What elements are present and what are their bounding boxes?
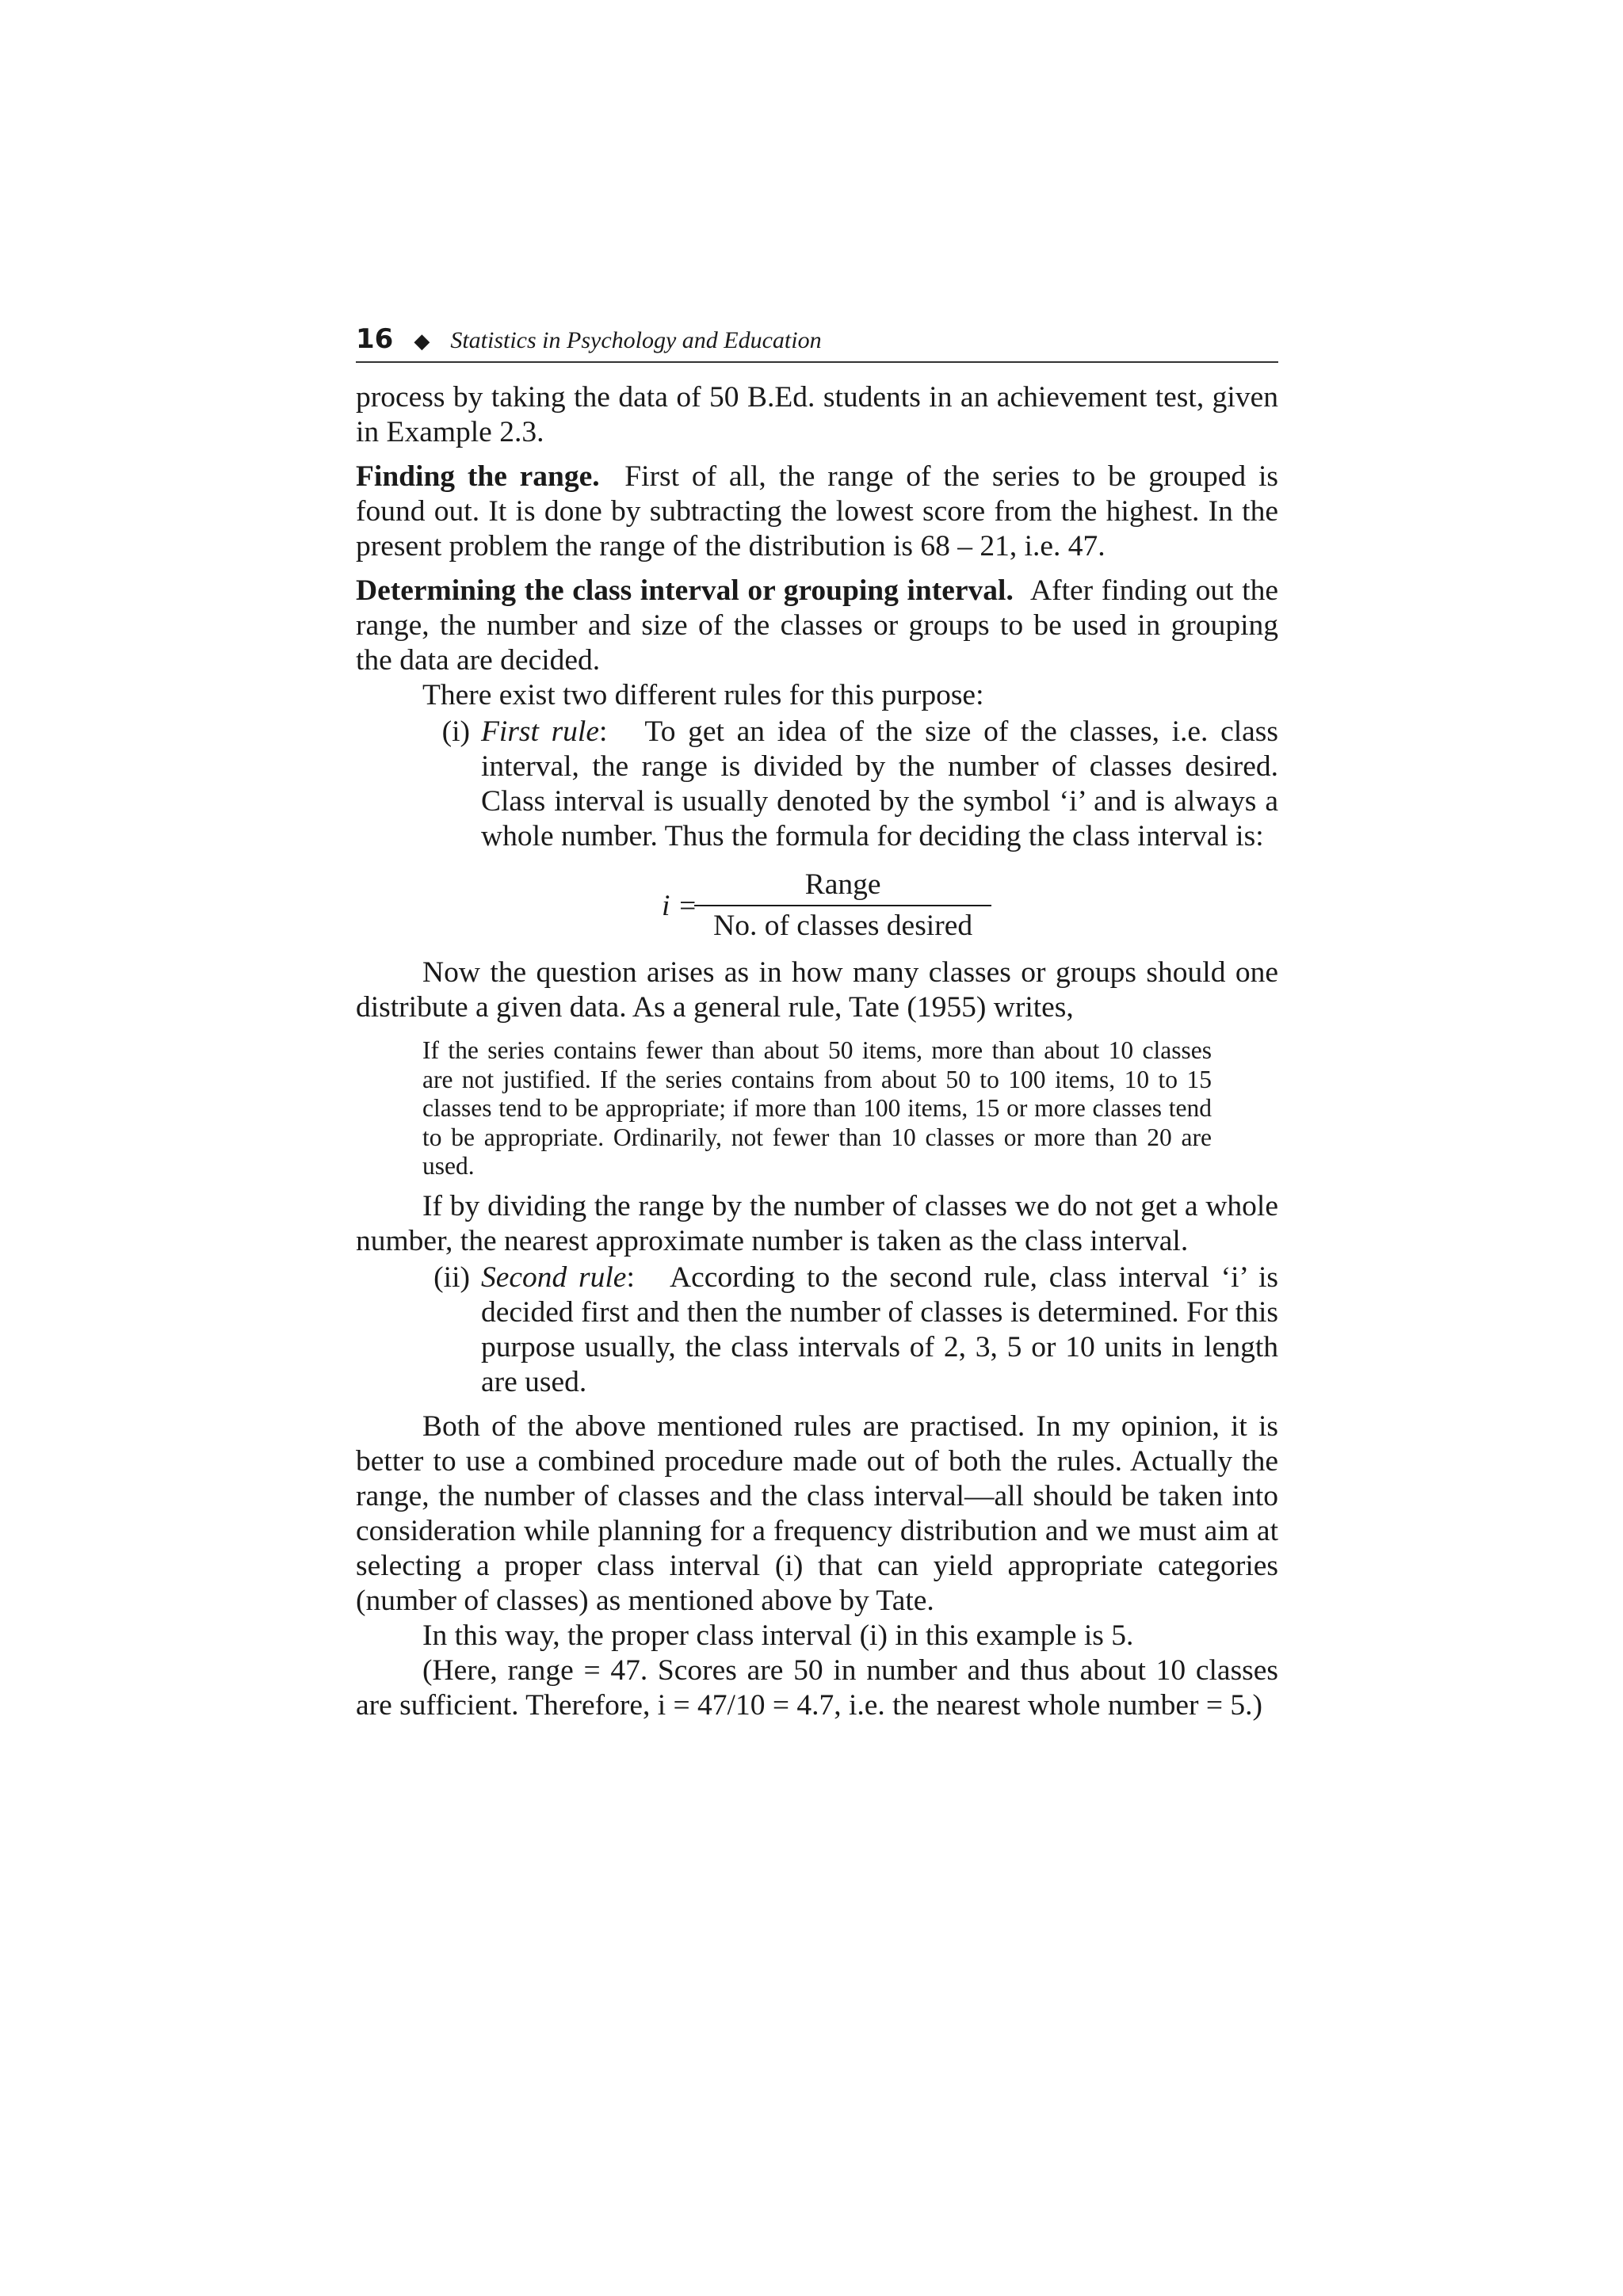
formula-numerator: Range	[694, 868, 991, 906]
formula-denominator: No. of classes desired	[713, 910, 973, 942]
heading-finding-range: Finding the range.	[356, 460, 600, 493]
paragraph-class-interval	[356, 574, 1278, 678]
rule-first-marker: (i)	[441, 715, 470, 748]
paragraph-intro: process by taking the data of 50 B.Ed. students in an achievement test, given in Example 2.3.	[356, 381, 1278, 448]
rule-second-body: Second rule: According to the second rule, class interval ‘i’ is decided first and then the number of classes is determined. For this purpose usually, the class intervals of 2, 3, 5 or 10 units in length are used.	[481, 1261, 1278, 1398]
rule-second	[356, 1261, 1278, 1400]
formula-fraction	[704, 868, 982, 943]
rule-second-name: Second rule	[481, 1261, 627, 1294]
heading-class-interval: Determining the class interval or grouping interval.	[356, 574, 1014, 607]
paragraph-two-rules: There exist two different rules for this purpose:	[422, 679, 984, 711]
running-header	[356, 323, 1278, 363]
rule-first	[356, 715, 1278, 854]
rule-first-text: To get an idea of the size of the classes, i.e. class interval, the range is divided by the number of classes desired. Class interval is usually denoted by the symbol ‘i’ and is always a whole number. Thus the formula for deciding the class interval is:	[481, 715, 1278, 852]
rule-second-marker: (ii)	[433, 1261, 470, 1294]
paragraph-tate-rule: Now the question arises as in how many classes or groups should one distribute a given data. As a general rule, Tate (1955) writes,	[356, 956, 1278, 1024]
running-title: Statistics in Psychology and Education	[450, 327, 822, 353]
tate-quote: If the series contains fewer than about 50 items, more than about 10 classes are not justified. If the series contains from about 50 to 100 items, 10 to 15 classes tend to be appropriate; if more than 100 items, 15 or more classes tend to be appropriate. Ordinarily, not fewer than 10 classes or more than 20 are used.	[422, 1036, 1212, 1180]
book-page	[356, 323, 1278, 1723]
paragraph-finding-range	[356, 460, 1278, 564]
paragraph-proper-interval: In this way, the proper class interval (i) in this example is 5.	[422, 1619, 1134, 1652]
formula-lhs: i =	[662, 889, 698, 922]
rule-first-name: First rule	[481, 715, 599, 748]
rule-second-text: According to the second rule, class interval ‘i’ is decided first and then the number of classes is determined. For this purpose usually, the class intervals of 2, 3, 5 or 10 units in length are used.	[481, 1261, 1278, 1398]
class-interval-formula	[662, 868, 1278, 943]
class-interval-text: After finding out the range, the number and size of the classes or groups to be used in grouping the data are decided.	[356, 574, 1279, 677]
rule-first-body: First rule: To get an idea of the size of the classes, i.e. class interval, the range is divided by the number of classes desired. Class interval is usually denoted by the symbol ‘i’ and is always a whole number. Thus the formula for deciding the class interval is:	[481, 715, 1278, 852]
finding-range-text: First of all, the range of the series to be grouped is found out. It is done by subtracting the lowest score from the highest. In the present problem the range of the distribution is 68 – 21, i.e. 47.	[356, 460, 1278, 563]
paragraph-nearest-number: If by dividing the range by the number of classes we do not get a whole number, the nearest approximate number is taken as the class interval.	[356, 1189, 1278, 1257]
paragraph-combined-procedure: Both of the above mentioned rules are practised. In my opinion, it is better to use a combined procedure made out of both the rules. Actually the range, the number of classes and the class interval—all should be taken into consideration while planning for a frequency distribution and we must aim at selecting a proper class interval (i) that can yield appropriate categories (number of classes) as mentioned above by Tate.	[356, 1409, 1278, 1617]
diamond-icon: ◆	[414, 330, 430, 353]
page-number: 16	[356, 323, 394, 355]
paragraph-calculation: (Here, range = 47. Scores are 50 in number and thus about 10 classes are sufficient. Therefore, i = 47/10 = 4.7, i.e. the nearest whole number = 5.)	[356, 1653, 1278, 1722]
